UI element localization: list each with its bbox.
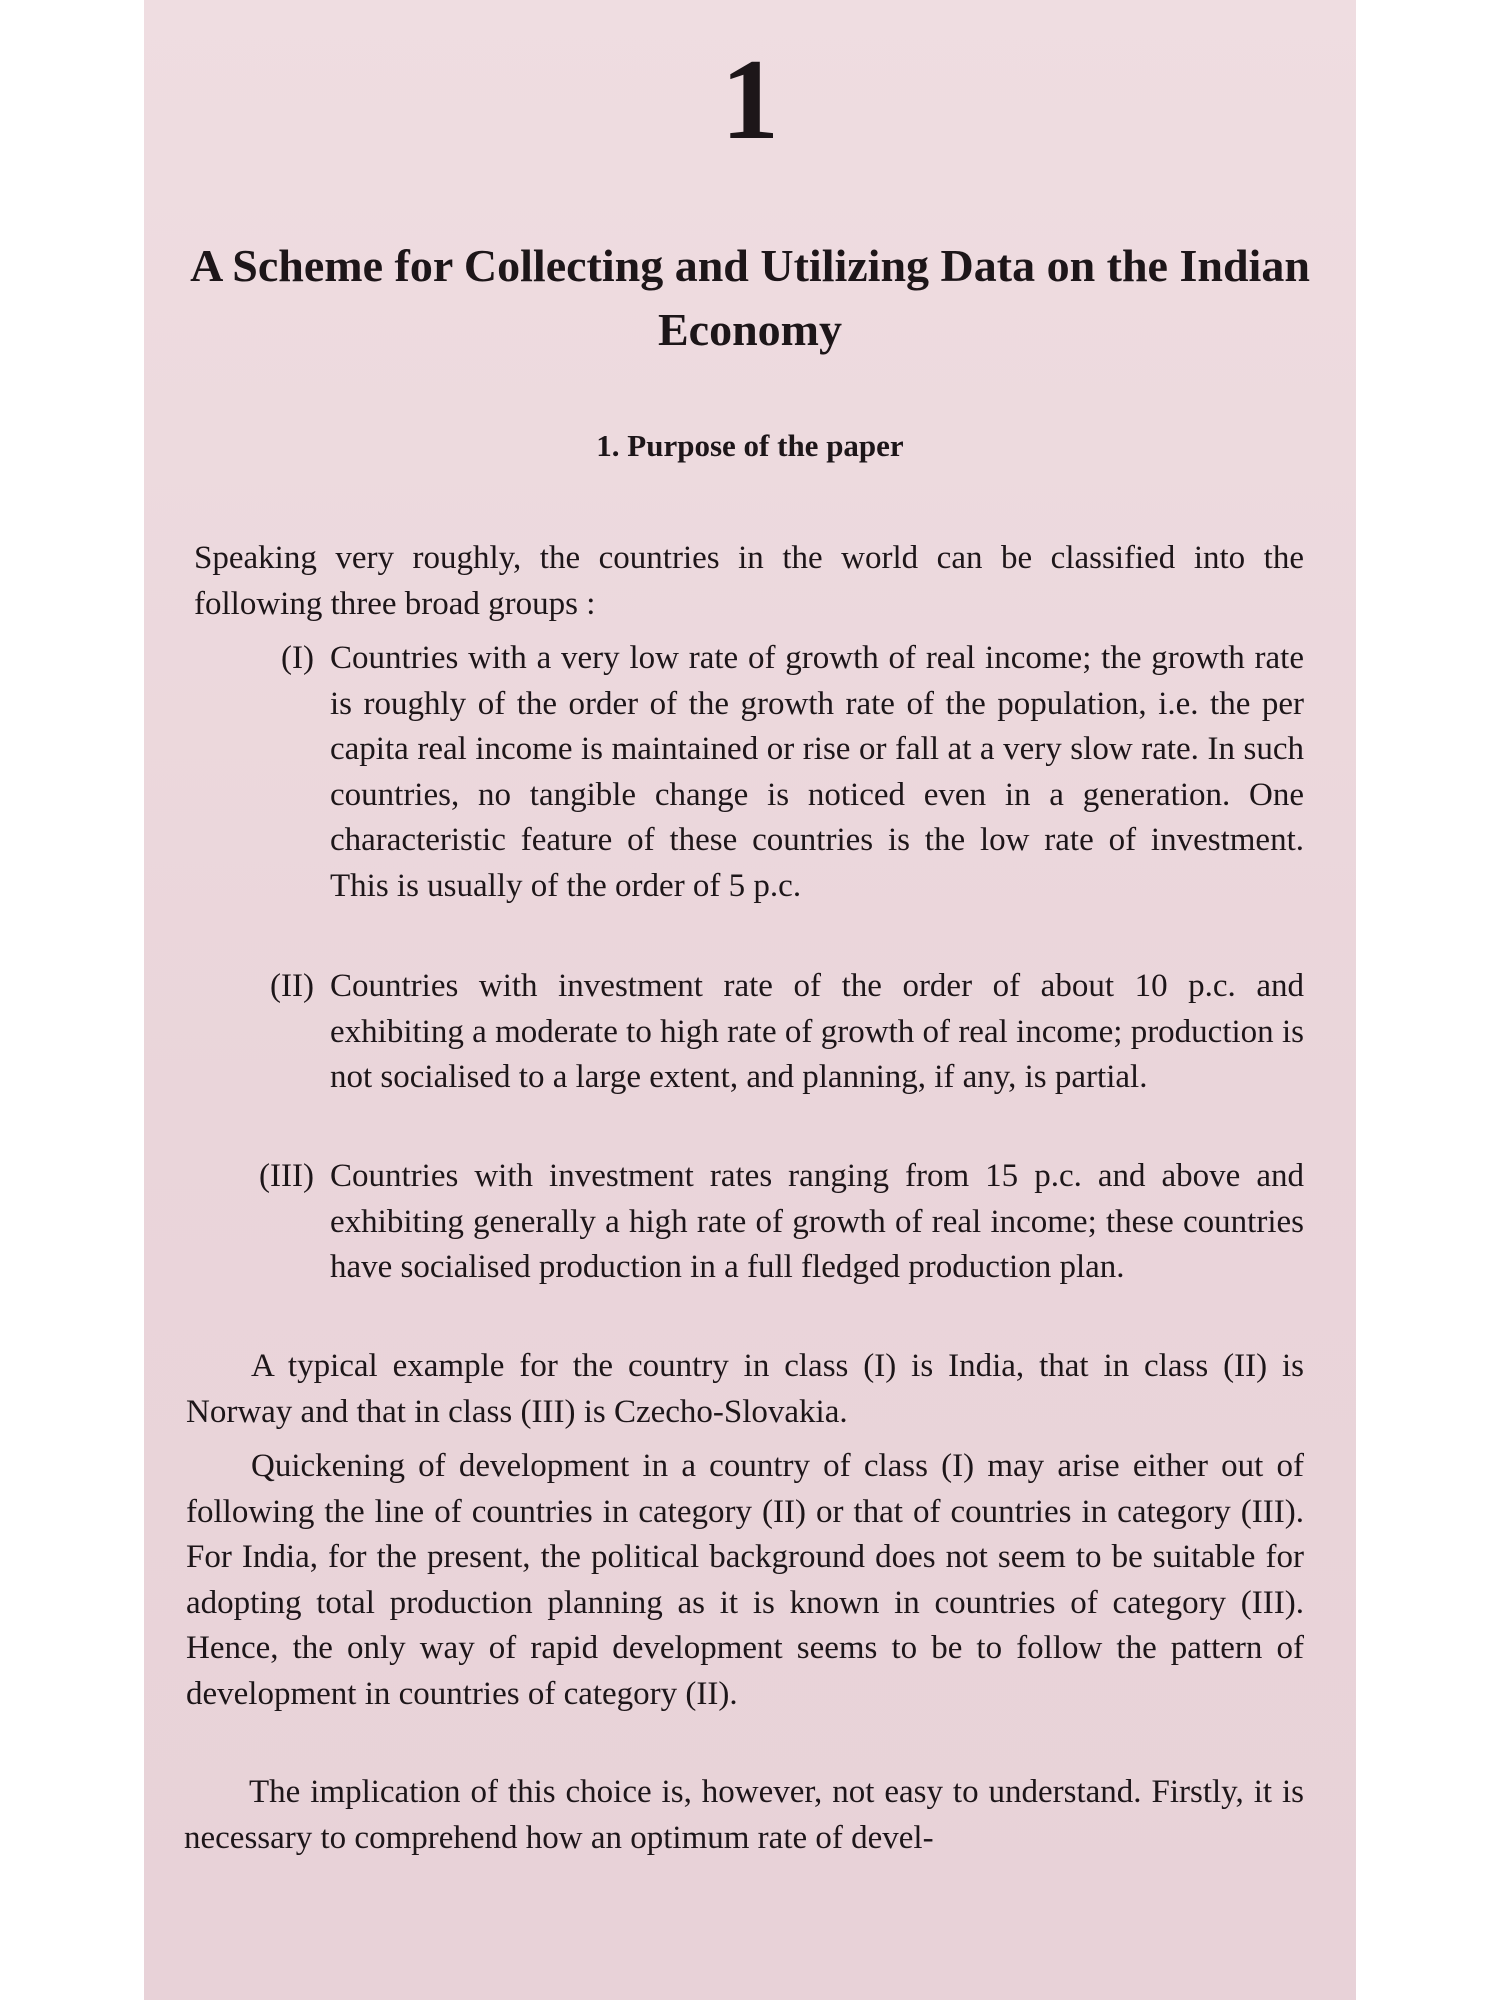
body-paragraph: The implication of this choice is, however, not easy to understand. Firstly, it is necessary to comprehend how an optimum rate of devel- [184,1774,1304,1856]
group-marker: (I) [281,640,314,676]
body-paragraph: Quickening of development in a country of class (I) may arise either out of following the line of countries in category (II) or that of countries in category (III). For India, for the present, the political background does not seem to be suitable for adopting total production planning as it is known in countries of category (III). Hence, the only way of rapid development seems to be to follow the pattern of development in countries of category (II). [186,1448,1304,1712]
group-marker: (III) [259,1158,314,1194]
section-heading: 1. Purpose of the paper [596,428,904,463]
group-marker: (II) [270,968,314,1004]
body-paragraph: A typical example for the country in class (I) is India, that in class (II) is Norway and that in class (III) is Czecho-Slovakia. [186,1348,1304,1430]
group-item-text: Countries with investment rate of the order of about 10 p.c. and exhibiting a moderate to high rate of growth of real income; production is not socialised to a large extent, and planning, if any, is partial. [330,968,1304,1095]
group-item-text: Countries with investment rates ranging from 15 p.c. and above and exhibiting generally a high rate of growth of real income; these countries have socialised production in a full fledged production plan. [330,1158,1304,1285]
chapter-title: A Scheme for Collecting and Utilizing Data on the Indian Economy [190,240,1310,355]
chapter-number: 1 [721,36,779,164]
intro-paragraph: Speaking very roughly, the countries in the world can be classified into the following three broad groups : [194,540,1304,622]
group-item-text: Countries with a very low rate of growth of real income; the growth rate is roughly of the order of the growth rate of the population, i.e. the per capita real income is maintained or rise or fall at a very slow rate. In such countries, no tangible change is noticed even in a generation. One characteristic feature of these countries is the low rate of investment. This is usually of the order of 5 p.c. [330,640,1304,904]
book-page [144,0,1356,2000]
